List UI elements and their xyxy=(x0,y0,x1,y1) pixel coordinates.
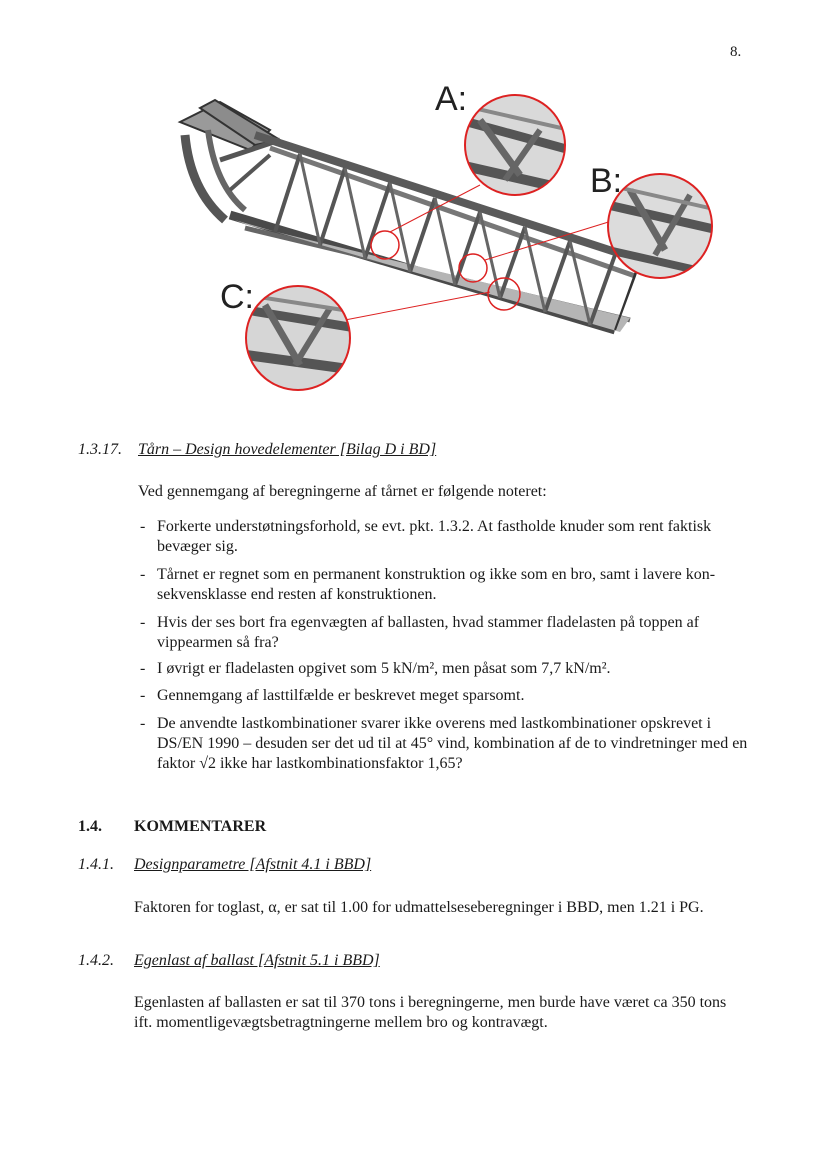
section-1-4-2-number: 1.4.2. xyxy=(78,952,114,969)
section-1-4-number: 1.4. xyxy=(78,818,102,835)
section-1-4-1-text: Faktoren for toglast, α, er sat til 1.00 for udmattelseseberegninger i BBD, men 1.21 i PG. xyxy=(134,899,704,916)
detail-b xyxy=(608,174,718,284)
section-1-4-1-title: Designparametre [Afstnit 4.1 i BBD] xyxy=(134,856,372,873)
bullet-text: Tårnet er regnet som en permanent konstruktion og ikke som en bro, samt i lavere kon-sekvensklasse end resten af konstruktionen. xyxy=(157,566,716,603)
section-1-4-2-title: Egenlast af ballast [Afstnit 5.1 i BBD] xyxy=(134,952,380,969)
section-1-3-17-number: 1.3.17. xyxy=(78,441,122,458)
callout-marker-a xyxy=(371,231,399,259)
bullet-text: De anvendte lastkombinationer svarer ikke overens med lastkombinationer opskrevet i DS/EN 1990 – desuden ser det ud til at 45° vind, kombination af de to vindretninger med en faktor √2 ikke har lastkombinationsfaktor 1,65? xyxy=(157,715,748,772)
section-1-4-2-text: Egenlasten af ballasten er sat til 370 tons i beregningerne, men burde have været ca 350 tons ift. momentligevægtsbetragtningerne mellem bro og kontravægt. xyxy=(134,994,727,1031)
label-b: B: xyxy=(590,162,623,200)
detail-a xyxy=(460,90,570,200)
section-1-3-17-intro: Ved gennemgang af beregningerne af tårnet er følgende noteret: xyxy=(138,483,547,500)
label-a: A: xyxy=(435,80,468,118)
bullet-text: Gennemgang af lasttilfælde er beskrevet meget sparsomt. xyxy=(157,687,525,704)
callout-marker-b xyxy=(459,254,487,282)
section-1-4-1-number: 1.4.1. xyxy=(78,856,114,873)
page-number: 8. xyxy=(730,44,742,60)
truss-figure xyxy=(160,80,740,400)
section-1-4-title: KOMMENTARER xyxy=(134,818,267,835)
bullet-text: I øvrigt er fladelasten opgivet som 5 kN/m², men påsat som 7,7 kN/m². xyxy=(157,660,611,677)
label-c: C: xyxy=(220,278,254,316)
section-1-3-17-title: Tårn – Design hovedelementer [Bilag D i BD] xyxy=(138,441,437,458)
detail-c xyxy=(246,286,356,396)
bullet-text: Forkerte understøtningsforhold, se evt. pkt. 1.3.2. At fastholde knuder som rent faktisk bevæger sig. xyxy=(157,518,712,555)
bullet-text: Hvis der ses bort fra egenvægten af ballasten, hvad stammer fladelasten på toppen af vippearmen så fra? xyxy=(157,614,700,651)
